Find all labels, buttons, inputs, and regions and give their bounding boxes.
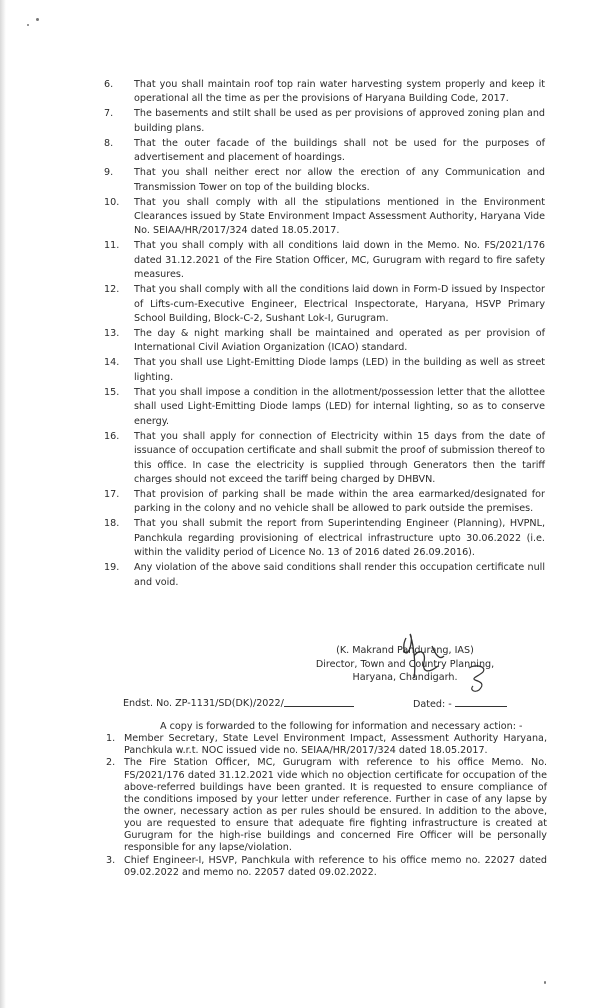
item-number: 10. <box>104 196 120 208</box>
conditions-list <box>104 78 545 591</box>
list-item <box>104 283 545 326</box>
item-number: 3. <box>106 854 116 866</box>
signatory-designation: Director, Town and Country Planning, <box>315 658 495 670</box>
item-number: 8. <box>104 137 114 149</box>
list-item <box>104 488 545 517</box>
item-text: That you shall impose a condition in the allotment/possession letter that the allottee shall used Light-Emitting Diode lamps (LED) for internal lighting, so as to conserve energy. <box>134 386 545 427</box>
item-number: 9. <box>104 167 114 179</box>
list-item <box>106 757 547 854</box>
item-text: Chief Engineer-I, HSVP, Panchkula with reference to his office memo no. 22027 dated 09.02.2022 and memo no. 22057 dated 09.02.2022. <box>124 854 547 878</box>
item-number: 14. <box>104 357 120 369</box>
item-text: The Fire Station Officer, MC, Gurugram with reference to his office Memo. No. FS/2021/176 dated 31.12.2021 vide which no objection certificate for occupation of the above-referred buildings have been granted. It is requested to ensure compliance of the conditions imposed by your letter under reference. Further in case of any lapse by the owner, necessary action as per rules should be ensured. In addition to the above, you are requested to ensure that adequate fire fighting infrastructure is created at Gurugram for the high-rise buildings and concerned Fire Officer will be personally responsible for any lapse/violation. <box>124 757 547 854</box>
item-text: That you shall apply for connection of Electricity within 15 days from the date of issuance of occupation certificate and shall submit the proof of submission thereof to this office. In case the electricity is supplied through Generators then the tariff charges should not exceed the tariff being charged by DHBVN. <box>134 430 545 485</box>
item-number: 7. <box>104 108 114 120</box>
item-number: 17. <box>104 488 120 500</box>
signatory-location: Haryana, Chandigarh. <box>352 672 458 684</box>
list-item <box>104 561 545 590</box>
item-text: That you shall neither erect nor allow the erection of any Communication and Transmission Tower on top of the building blocks. <box>134 167 545 193</box>
scan-speck <box>27 24 29 26</box>
list-item <box>104 166 545 195</box>
signatory-name: (K. Makrand Pandurang, IAS) <box>336 645 474 656</box>
item-number: 12. <box>104 284 120 296</box>
list-item <box>104 107 545 136</box>
item-number: 6. <box>104 79 114 90</box>
list-item <box>104 239 545 282</box>
item-text: Member Secretary, State Level Environment Impact, Assessment Authority Haryana, Panchkula w.r.t. NOC issued vide no. SEIAA/HR/2017/324 dated 18.05.2017. <box>124 733 547 757</box>
list-item <box>104 356 545 385</box>
scan-edge-shadow <box>0 0 6 1008</box>
item-number: 19. <box>104 562 120 574</box>
copy-forward-intro: A copy is forwarded to the following for information and necessary action: - <box>160 721 523 732</box>
list-item <box>104 327 545 356</box>
item-text: The basements and stilt shall be used as per provisions of approved zoning plan and building plans. <box>134 108 545 134</box>
item-text: Any violation of the above said conditions shall render this occupation certificate null and void. <box>134 562 545 588</box>
item-number: 11. <box>104 240 120 252</box>
item-text: That the outer facade of the buildings shall not be used for the purposes of advertisement and placement of hoardings. <box>134 137 545 164</box>
item-text: That you shall use Light-Emitting Diode lamps (LED) in the building as well as street lighting. <box>134 357 545 383</box>
item-text: That you shall comply with all conditions laid down in the Memo. No. FS/2021/176 dated 31.12.2021 of the Fire Station Officer, MC, Gurugram with regard to fire safety measures. <box>134 240 545 281</box>
signature-block <box>300 644 510 685</box>
item-number: 18. <box>104 518 120 530</box>
scan-speck <box>544 981 546 984</box>
list-item <box>104 430 545 488</box>
item-number: 15. <box>104 386 120 398</box>
list-item <box>106 733 547 757</box>
item-number: 1. <box>106 733 116 744</box>
endorsement-number-blank <box>284 697 354 707</box>
dated-label: Dated: - <box>413 699 452 710</box>
copy-recipients-list <box>106 733 547 879</box>
list-item <box>104 517 545 560</box>
list-item <box>104 196 545 239</box>
item-text: That you shall submit the report from Superintending Engineer (Planning), HVPNL, Panchkula regarding provisioning of electrical infrastructure upto 30.06.2022 (i.e. within the validity period of Licence No. 13 of 2016 dated 26.09.2016). <box>134 518 545 559</box>
list-item <box>104 78 545 107</box>
list-item <box>106 855 547 879</box>
endorsement-number: Endst. No. ZP-1131/SD(DK)/2022/ <box>123 698 284 709</box>
item-number: 2. <box>106 757 116 769</box>
list-item <box>104 386 545 429</box>
item-text: That you shall comply with all the stipulations mentioned in the Environment Clearances issued by State Environment Impact Assessment Authority, Haryana Vide No. SEIAA/HR/2017/324 dated 18.05.2017. <box>134 196 545 237</box>
item-text: That you shall comply with all the conditions laid down in Form-D issued by Inspector of Lifts-cum-Executive Engineer, Electrical Inspectorate, Haryana, HSVP Primary School Building, Block-C-2, Sushant Lok-I, Gurugram. <box>134 284 545 325</box>
item-text: The day & night marking shall be maintained and operated as per provision of International Civil Aviation Organization (ICAO) standard. <box>134 328 545 354</box>
item-text: That provision of parking shall be made within the area earmarked/designated for parking in the colony and no vehicle shall be allowed to park outside the premises. <box>134 488 545 515</box>
scan-speck <box>36 18 39 21</box>
dated-blank <box>455 697 507 707</box>
item-text: That you shall maintain roof top rain water harvesting system properly and keep it operational all the time as per the provisions of Haryana Building Code, 2017. <box>134 79 545 105</box>
item-number: 16. <box>104 430 120 442</box>
item-number: 13. <box>104 328 120 340</box>
endorsement-line <box>123 697 543 711</box>
list-item <box>104 137 545 166</box>
